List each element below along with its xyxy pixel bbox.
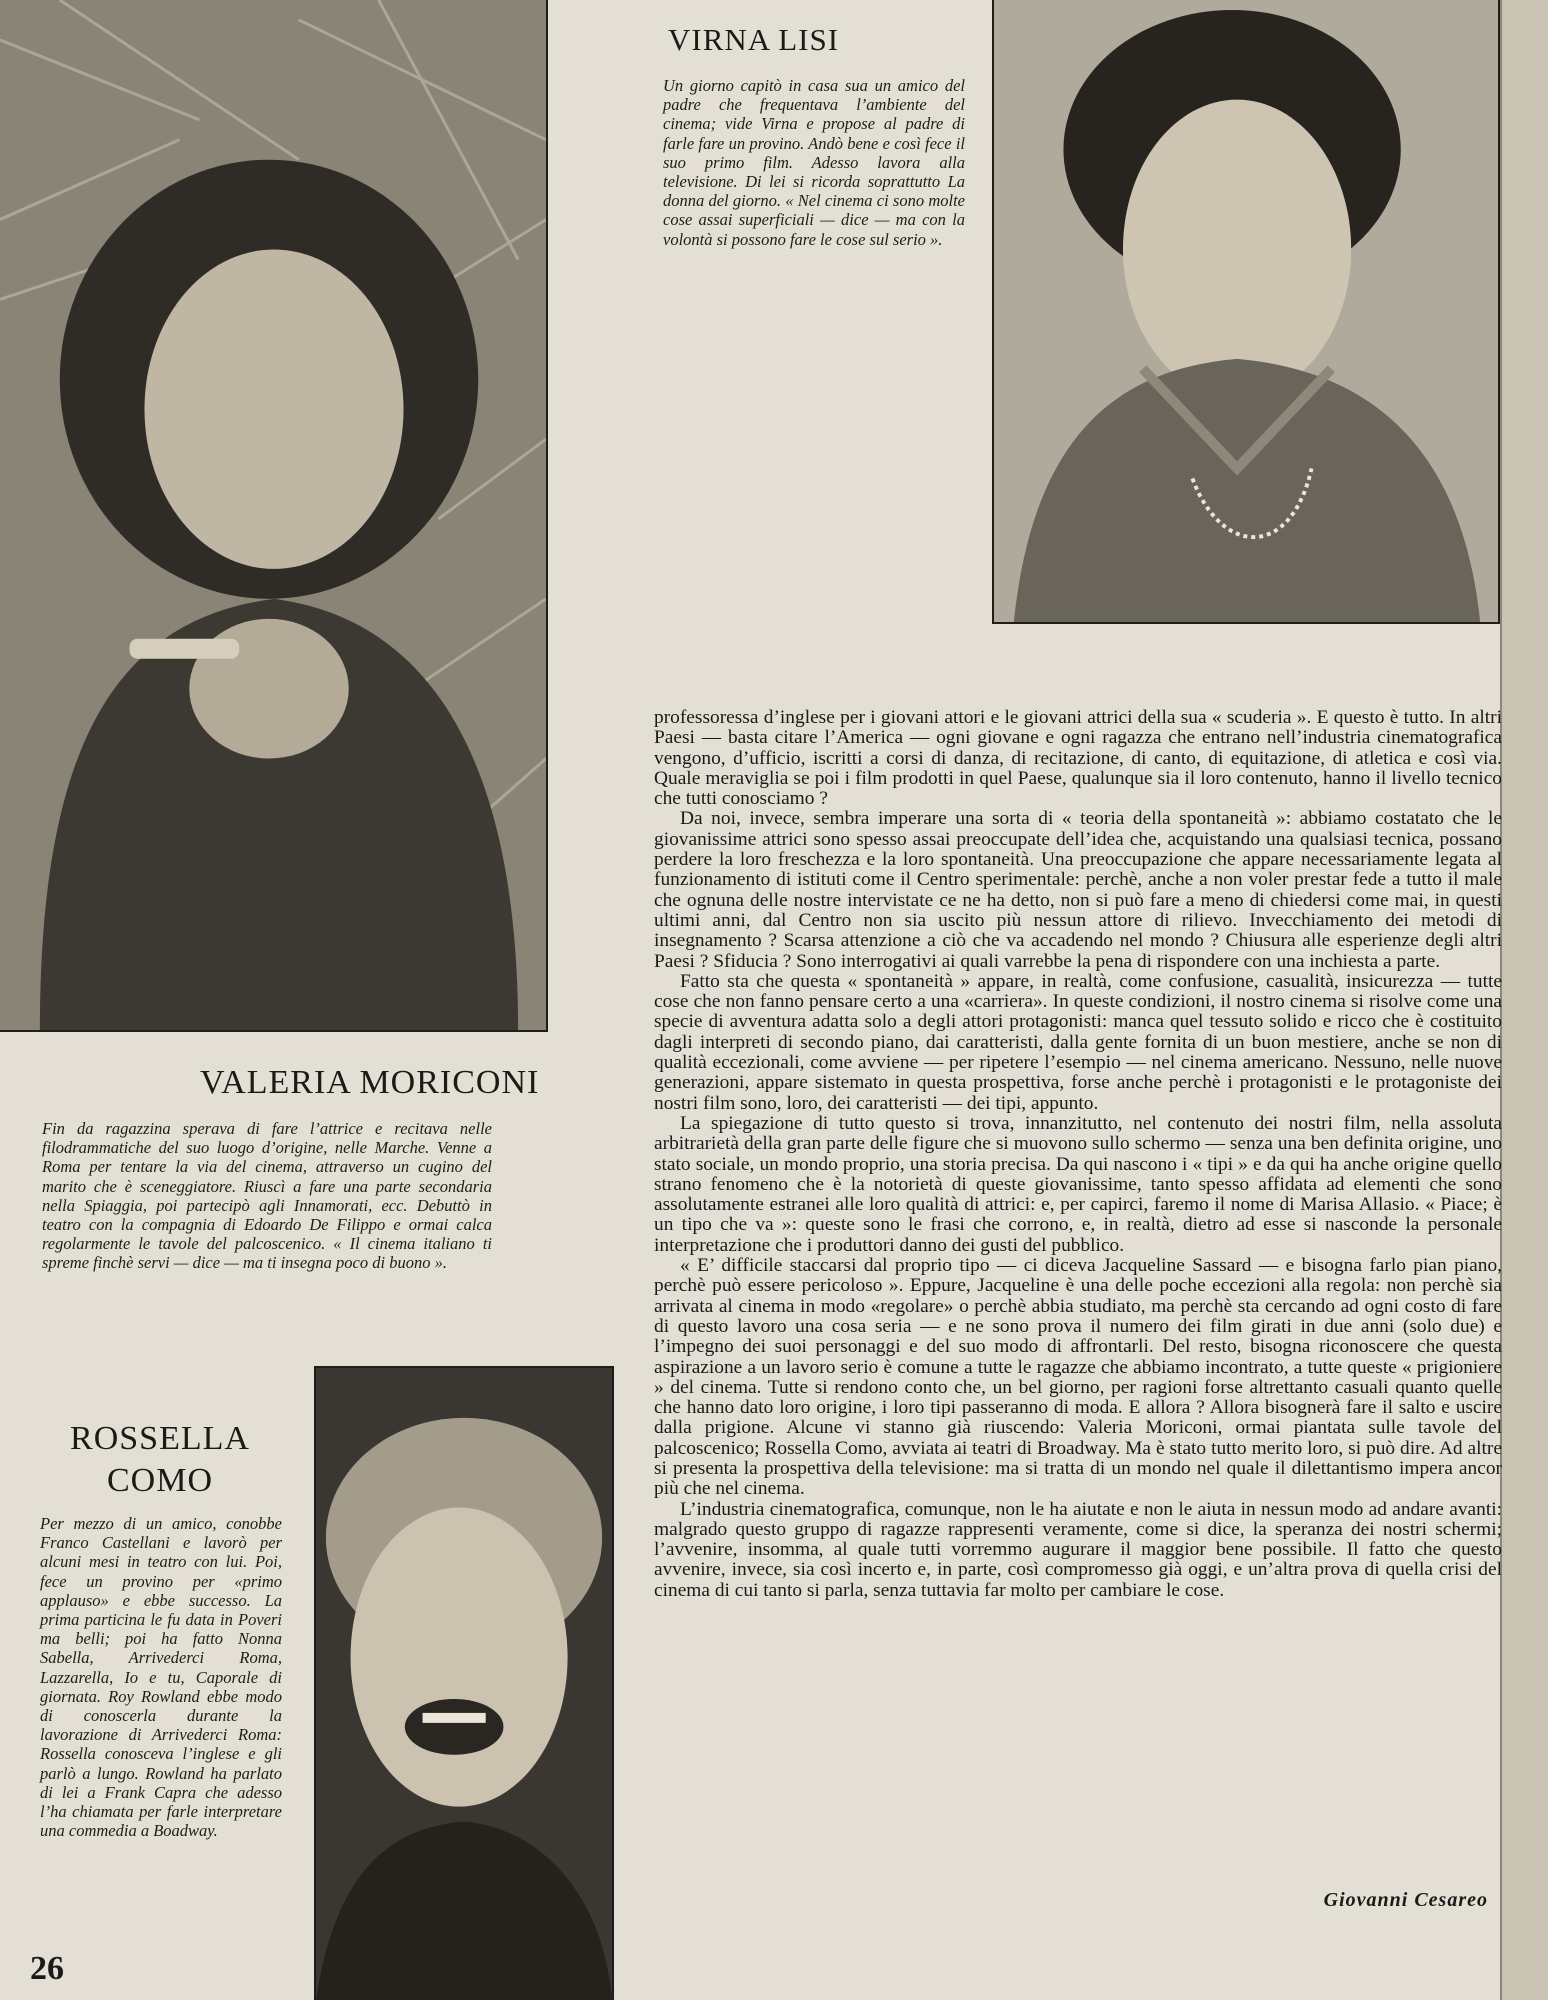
virna-lisi-caption: Un giorno capitò in casa sua un amico del padre che frequentava l’ambiente del cinema; vide Virna e propose al padre di farle fare un provino. Andò bene e così fece il suo primo film. Adesso lavora alla televisione. Di lei si ricorda soprattutto La donna del giorno. « Nel cinema ci sono molte cose assai superficiali — dice — ma con la volontà si possono fare le cose sul serio ». xyxy=(663,76,965,249)
photo-valeria-moriconi xyxy=(0,0,548,1032)
author-signature: Giovanni Cesareo xyxy=(1323,1889,1488,1911)
virna-lisi-heading: VIRNA LISI xyxy=(668,22,840,57)
valeria-moriconi-heading: VALERIA MORICONI xyxy=(200,1064,540,1101)
valeria-portrait-illustration xyxy=(0,0,546,1030)
article-paragraph: Da noi, invece, sembra imperare una sorta di « teoria della spontaneità »: abbiamo costatato che le giovanissime attrici sono spesso assai preoccupate dell’idea che, acquistando una qualsiasi tecnica, possano perdere la loro freschezza e la loro spontaneità. Una preoccupazione che appare necessariamente legata al funzionamento di istituti come il Centro sperimentale: perchè, anche a non voler prestar fede a tutto il male che ognuna delle nostre intervistate ce ne ha detto, non si può fare a meno di chiedersi come mai, in questi ultimi anni, dal Centro non sia uscito più nessun attore di rilievo. Invecchiamento dei metodi di insegnamento ? Scarsa attenzione a ciò che va accadendo nel mondo ? Chiusura alle esperienze degli altri Paesi ? Sfiducia ? Sono interrogativi ai quali varrebbe la pena di rispondere con una inchiesta a parte. xyxy=(654,808,1502,972)
article-body xyxy=(654,708,1502,1601)
article-paragraph: La spiegazione di tutto questo si trova, innanzitutto, nel contenuto dei nostri film, nella assoluta arbitrarietà della gran parte delle figure che si muovono sullo schermo — senza una ben definita origine, uno stato sociale, un mondo proprio, una storia precisa. Da qui nascono i « tipi » e da qui ha anche origine quello strano fenomeno che è la notorietà di queste giovanissime, tanto spesso affidata ad elementi che sono assolutamente estranei alle loro qualità di attrici: e, per capirci, faremo il nome di Marisa Allasio. « Piace; è un tipo che va »: queste sono le frasi che corrono, e, in realtà, dietro ad esse si nasconde la personale interpretazione che i produttori danno dei gusti del pubblico. xyxy=(654,1112,1502,1256)
virna-portrait-illustration xyxy=(994,0,1498,622)
valeria-moriconi-caption: Fin da ragazzina sperava di fare l’attrice e recitava nelle filodrammatiche del suo luogo d’origine, nelle Marche. Venne a Roma per tentare la via del cinema, attraverso un cugino del marito che è sceneggiatore. Riuscì a fare una parte secondaria nella Spiaggia, poi partecipò agli Innamorati, ecc. Debuttò in teatro con la compagnia di Edoardo De Filippo e ormai calca regolarmente le tavole del palcoscenico. « Il cinema italiano ti spreme finchè servi — dice — ma ti insegna poco di buono ». xyxy=(42,1119,492,1273)
article-paragraph: professoressa d’inglese per i giovani attori e le giovani attrici della sua « scuderia ». E questo è tutto. In altri Paesi — basta citare l’America — ogni giovane e ogni ragazza che entrano nell’industria cinematografica vengono, d’ufficio, iscritti a corsi di danza, di recitazione, di canto, di equitazione, di atletica e così via. Quale meraviglia se poi i film prodotti in quel Paese, qualunque sia il loro contenuto, hanno il livello tecnico che tutti conosciamo ? xyxy=(654,707,1502,810)
rossella-heading-line2: COMO xyxy=(106,1462,214,1499)
rossella-como-heading xyxy=(40,1418,280,1502)
article-paragraph: L’industria cinematografica, comunque, non le ha aiutate e non le aiuta in nessun modo ad andare avanti: malgrado questo gruppo di ragazze rappresenti veramente, come si dice, la speranza dei nostri schermi; l’avvenire, insomma, al quale tutti vorremmo augurare il maggior bene possibile. Il fatto che questo avvenire, invece, sia così incerto e, in parte, così compromesso già oggi, e un’altra prova di quella crisi del cinema di cui tanto si parla, senza tuttavia far molto per cambiare le cose. xyxy=(654,1498,1502,1601)
page-number: 26 xyxy=(30,1950,64,1987)
article-paragraph: « E’ difficile staccarsi dal proprio tipo — ci diceva Jacqueline Sassard — e bisogna farlo pian piano, perchè può essere pericoloso ». Eppure, Jacqueline è una delle poche eccezioni alla regola: non perchè sia arrivata al cinema in modo «regolare» o perchè abbia studiato, ma perchè sta cercando ad ogni costo di fare di questo lavoro una cosa seria — e ne sono prova il numero dei film girati in due anni (solo due) e l’impegno dei suoi personaggi e del suo modo di affrontarli. Del resto, bisogna riconoscere che questa aspirazione a un lavoro serio è comune a tutte le ragazze che abbiamo incontrato, a tutte queste « prigioniere » del cinema. Tutte si rendono conto che, un bel giorno, per ragioni forse altrettanto casuali quanto quelle che hanno dato loro origine, i loro tipi passeranno di moda. E allora ? Allora bisognerà fare il salto e uscire dalla prigione. Alcune vi stanno già riuscendo: Valeria Moriconi, ormai piantata sulle tavole del palcoscenico; Rossella Como, avviata ai teatri di Broadway. Ma è stato tutto merito loro, si può dire. Ad altre si presenta la prospettiva della televisione: ma si tratta di un mondo nel quale il dilettantismo impera ancor più che nel cinema. xyxy=(654,1255,1502,1500)
rossella-como-caption: Per mezzo di un amico, conobbe Franco Castellani e lavorò per alcuni mesi in teatro con lui. Poi, fece un provino per «primo applauso» e ebbe successo. La prima particina le fu data in Poveri ma belli; poi ha fatto Nonna Sabella, Arrivederci Roma, Lazzarella, Io e tu, Caporale di giornata. Roy Rowland ebbe modo di conoscerla durante la lavorazione di Arrivederci Roma: Rossella conosceva l’inglese e gli parlò a lungo. Rowland ha parlato di lei a Frank Capra che adesso l’ha chiamata per farle interpretare una commedia a Boadway. xyxy=(40,1514,282,1841)
article-paragraph: Fatto sta che questa « spontaneità » appare, in realtà, come confusione, casualità, insicurezza — tutte cose che non fanno pensare certo a una «carriera». In queste condizioni, il nostro cinema si risolve come una specie di avventura adatta solo a degli attori protagonisti: manca quel tessuto solido e ricco che è costituito dagli interpreti di secondo piano, dai caratteristi, dalla gente fornita di un buon mestiere, anche se non di qualità eccezionali, come avviene — per ripetere l’esempio — nel cinema americano. Nessuno, nelle nuove generazioni, appare sistemato in questa prospettiva, forse anche perchè i protagonisti e le protagoniste dei nostri film sono, loro, dei caratteristi — dei tipi, appunto. xyxy=(654,970,1502,1114)
photo-virna-lisi xyxy=(992,0,1500,624)
rossella-portrait-illustration xyxy=(316,1368,612,2000)
photo-rossella-como xyxy=(314,1366,614,2000)
rossella-heading-line1: ROSSELLA xyxy=(70,1420,250,1457)
page-edge xyxy=(1500,0,1548,2000)
